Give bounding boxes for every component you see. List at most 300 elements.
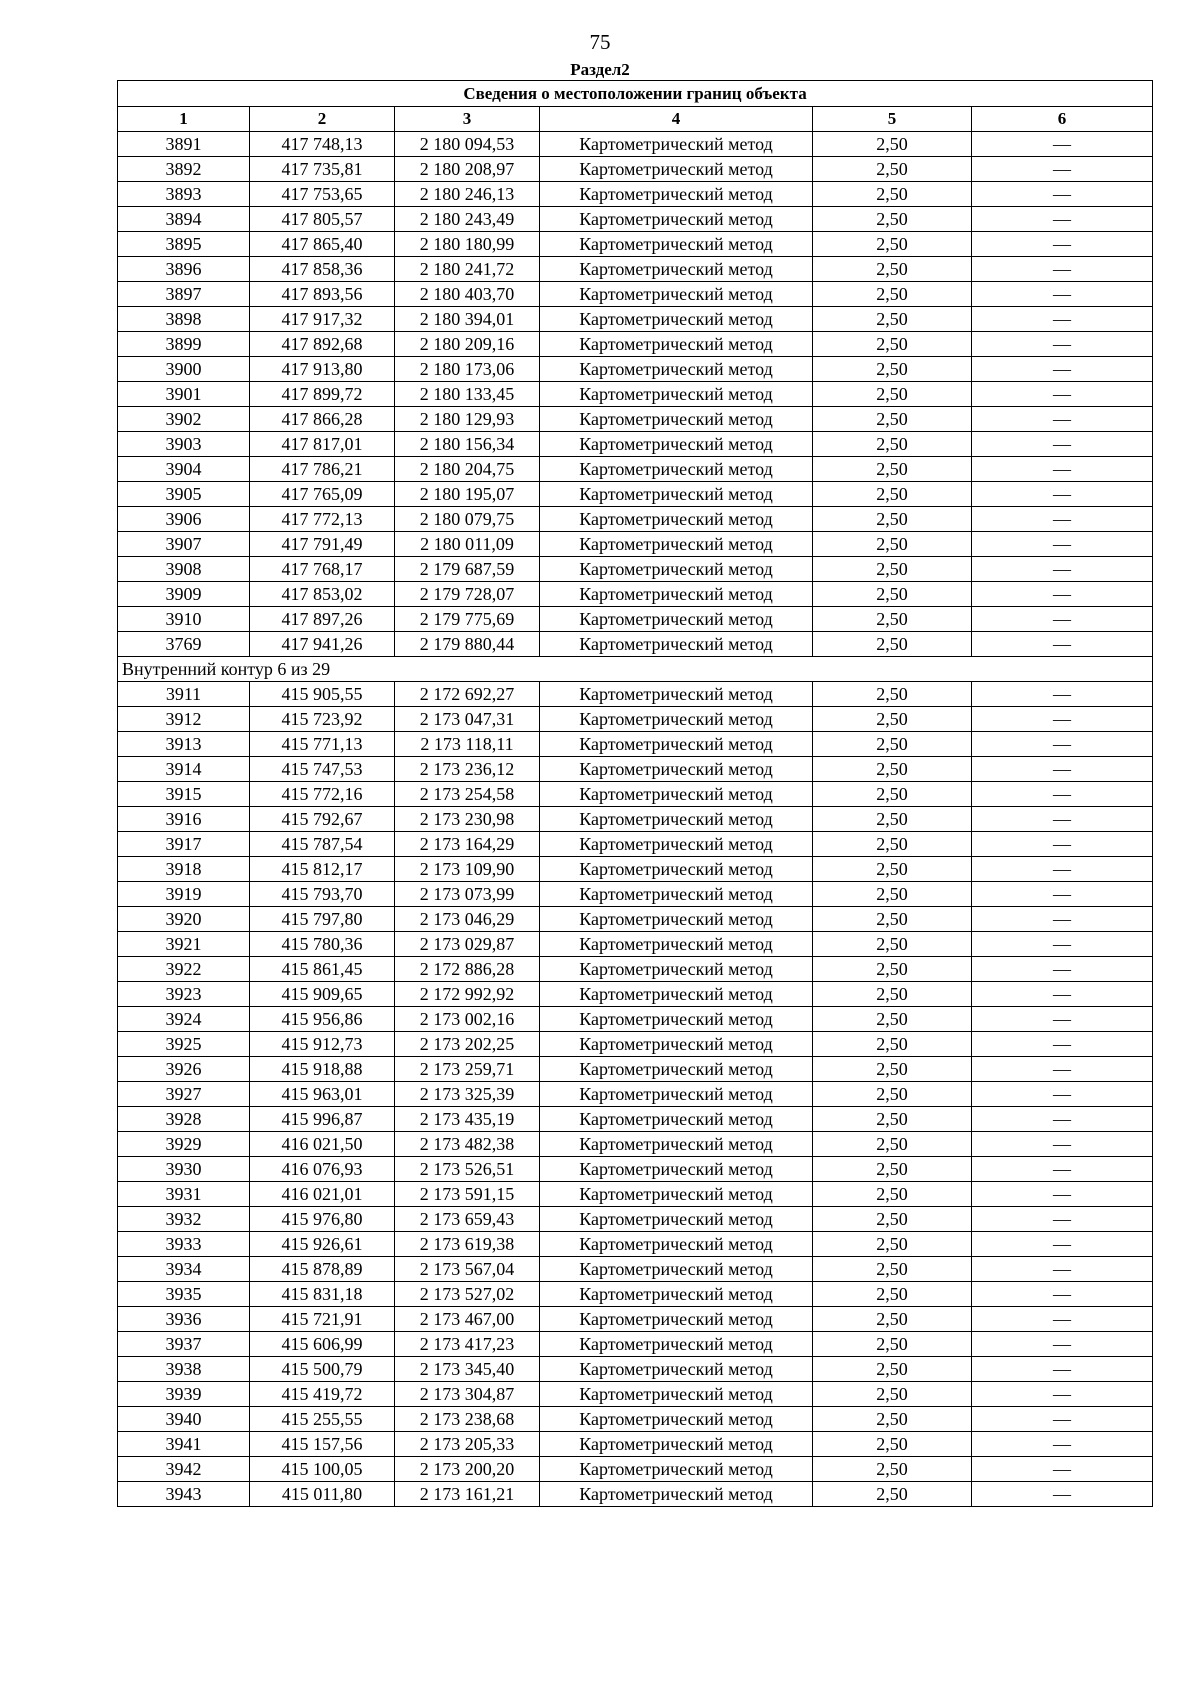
table-row <box>118 132 1153 157</box>
x-coordinate-cell: 415 747,53 <box>250 757 395 782</box>
description-cell: — <box>972 907 1153 932</box>
table-row <box>118 1382 1153 1407</box>
y-coordinate-cell: 2 179 775,69 <box>395 607 540 632</box>
y-coordinate-cell: 2 180 156,34 <box>395 432 540 457</box>
point-number-cell: 3933 <box>118 1232 250 1257</box>
description-cell: — <box>972 1182 1153 1207</box>
y-coordinate-cell: 2 173 109,90 <box>395 857 540 882</box>
method-cell: Картометрический метод <box>540 732 813 757</box>
description-cell: — <box>972 407 1153 432</box>
point-number-cell: 3896 <box>118 257 250 282</box>
description-cell: — <box>972 1357 1153 1382</box>
table-body <box>118 132 1153 1507</box>
y-coordinate-cell: 2 179 728,07 <box>395 582 540 607</box>
boundary-table <box>117 80 1153 1507</box>
y-coordinate-cell: 2 172 886,28 <box>395 957 540 982</box>
x-coordinate-cell: 415 918,88 <box>250 1057 395 1082</box>
y-coordinate-cell: 2 180 204,75 <box>395 457 540 482</box>
table-row <box>118 1057 1153 1082</box>
accuracy-cell: 2,50 <box>813 757 972 782</box>
point-number-cell: 3938 <box>118 1357 250 1382</box>
table-row <box>118 1182 1153 1207</box>
y-coordinate-cell: 2 173 482,38 <box>395 1132 540 1157</box>
table-row <box>118 907 1153 932</box>
description-cell: — <box>972 1457 1153 1482</box>
accuracy-cell: 2,50 <box>813 1357 972 1382</box>
point-number-cell: 3900 <box>118 357 250 382</box>
point-number-cell: 3908 <box>118 557 250 582</box>
y-coordinate-cell: 2 180 133,45 <box>395 382 540 407</box>
table-row <box>118 1357 1153 1382</box>
y-coordinate-cell: 2 180 209,16 <box>395 332 540 357</box>
x-coordinate-cell: 415 011,80 <box>250 1482 395 1507</box>
table-row <box>118 557 1153 582</box>
point-number-cell: 3899 <box>118 332 250 357</box>
description-cell: — <box>972 1332 1153 1357</box>
point-number-cell: 3935 <box>118 1282 250 1307</box>
table-row <box>118 507 1153 532</box>
method-cell: Картометрический метод <box>540 982 813 1007</box>
table-row <box>118 1232 1153 1257</box>
point-number-cell: 3901 <box>118 382 250 407</box>
table-row <box>118 432 1153 457</box>
y-coordinate-cell: 2 173 236,12 <box>395 757 540 782</box>
table-row <box>118 1132 1153 1157</box>
description-cell: — <box>972 457 1153 482</box>
table-row <box>118 407 1153 432</box>
x-coordinate-cell: 415 500,79 <box>250 1357 395 1382</box>
y-coordinate-cell: 2 173 200,20 <box>395 1457 540 1482</box>
point-number-cell: 3769 <box>118 632 250 657</box>
description-cell: — <box>972 1082 1153 1107</box>
table-row <box>118 1157 1153 1182</box>
point-number-cell: 3929 <box>118 1132 250 1157</box>
x-coordinate-cell: 415 996,87 <box>250 1107 395 1132</box>
contour-label: Внутренний контур 6 из 29 <box>118 657 1153 682</box>
y-coordinate-cell: 2 173 417,23 <box>395 1332 540 1357</box>
x-coordinate-cell: 415 963,01 <box>250 1082 395 1107</box>
method-cell: Картометрический метод <box>540 207 813 232</box>
point-number-cell: 3911 <box>118 682 250 707</box>
description-cell: — <box>972 1482 1153 1507</box>
accuracy-cell: 2,50 <box>813 157 972 182</box>
table-row <box>118 807 1153 832</box>
table-row <box>118 232 1153 257</box>
x-coordinate-cell: 417 786,21 <box>250 457 395 482</box>
description-cell: — <box>972 157 1153 182</box>
y-coordinate-cell: 2 173 029,87 <box>395 932 540 957</box>
point-number-cell: 3895 <box>118 232 250 257</box>
x-coordinate-cell: 417 897,26 <box>250 607 395 632</box>
table-row <box>118 532 1153 557</box>
x-coordinate-cell: 417 791,49 <box>250 532 395 557</box>
description-cell: — <box>972 257 1153 282</box>
y-coordinate-cell: 2 173 435,19 <box>395 1107 540 1132</box>
description-cell: — <box>972 632 1153 657</box>
x-coordinate-cell: 417 735,81 <box>250 157 395 182</box>
x-coordinate-cell: 417 768,17 <box>250 557 395 582</box>
accuracy-cell: 2,50 <box>813 232 972 257</box>
description-cell: — <box>972 532 1153 557</box>
x-coordinate-cell: 415 909,65 <box>250 982 395 1007</box>
accuracy-cell: 2,50 <box>813 1382 972 1407</box>
x-coordinate-cell: 416 021,50 <box>250 1132 395 1157</box>
y-coordinate-cell: 2 180 173,06 <box>395 357 540 382</box>
x-coordinate-cell: 415 787,54 <box>250 832 395 857</box>
accuracy-cell: 2,50 <box>813 132 972 157</box>
method-cell: Картометрический метод <box>540 1482 813 1507</box>
y-coordinate-cell: 2 173 259,71 <box>395 1057 540 1082</box>
x-coordinate-cell: 415 797,80 <box>250 907 395 932</box>
point-number-cell: 3914 <box>118 757 250 782</box>
method-cell: Картометрический метод <box>540 282 813 307</box>
y-coordinate-cell: 2 180 241,72 <box>395 257 540 282</box>
method-cell: Картометрический метод <box>540 907 813 932</box>
point-number-cell: 3898 <box>118 307 250 332</box>
accuracy-cell: 2,50 <box>813 357 972 382</box>
description-cell: — <box>972 332 1153 357</box>
y-coordinate-cell: 2 180 094,53 <box>395 132 540 157</box>
description-cell: — <box>972 1282 1153 1307</box>
x-coordinate-cell: 417 853,02 <box>250 582 395 607</box>
method-cell: Картометрический метод <box>540 1032 813 1057</box>
point-number-cell: 3906 <box>118 507 250 532</box>
y-coordinate-cell: 2 172 692,27 <box>395 682 540 707</box>
accuracy-cell: 2,50 <box>813 307 972 332</box>
table-row <box>118 282 1153 307</box>
method-cell: Картометрический метод <box>540 1207 813 1232</box>
method-cell: Картометрический метод <box>540 707 813 732</box>
point-number-cell: 3893 <box>118 182 250 207</box>
accuracy-cell: 2,50 <box>813 432 972 457</box>
point-number-cell: 3932 <box>118 1207 250 1232</box>
accuracy-cell: 2,50 <box>813 1232 972 1257</box>
y-coordinate-cell: 2 180 246,13 <box>395 182 540 207</box>
y-coordinate-cell: 2 173 238,68 <box>395 1407 540 1432</box>
method-cell: Картометрический метод <box>540 1182 813 1207</box>
method-cell: Картометрический метод <box>540 1282 813 1307</box>
method-cell: Картометрический метод <box>540 182 813 207</box>
accuracy-cell: 2,50 <box>813 532 972 557</box>
x-coordinate-cell: 417 917,32 <box>250 307 395 332</box>
point-number-cell: 3891 <box>118 132 250 157</box>
y-coordinate-cell: 2 173 254,58 <box>395 782 540 807</box>
accuracy-cell: 2,50 <box>813 257 972 282</box>
table-row <box>118 1032 1153 1057</box>
description-cell: — <box>972 1032 1153 1057</box>
description-cell: — <box>972 382 1153 407</box>
y-coordinate-cell: 2 173 325,39 <box>395 1082 540 1107</box>
table-row <box>118 957 1153 982</box>
column-header: 4 <box>540 107 813 132</box>
y-coordinate-cell: 2 173 161,21 <box>395 1482 540 1507</box>
y-coordinate-cell: 2 173 073,99 <box>395 882 540 907</box>
accuracy-cell: 2,50 <box>813 882 972 907</box>
point-number-cell: 3928 <box>118 1107 250 1132</box>
x-coordinate-cell: 415 812,17 <box>250 857 395 882</box>
method-cell: Картометрический метод <box>540 1457 813 1482</box>
accuracy-cell: 2,50 <box>813 957 972 982</box>
x-coordinate-cell: 415 905,55 <box>250 682 395 707</box>
accuracy-cell: 2,50 <box>813 1207 972 1232</box>
method-cell: Картометрический метод <box>540 932 813 957</box>
method-cell: Картометрический метод <box>540 607 813 632</box>
table-row <box>118 707 1153 732</box>
method-cell: Картометрический метод <box>540 407 813 432</box>
x-coordinate-cell: 416 021,01 <box>250 1182 395 1207</box>
table-row <box>118 257 1153 282</box>
accuracy-cell: 2,50 <box>813 407 972 432</box>
accuracy-cell: 2,50 <box>813 382 972 407</box>
table-row <box>118 332 1153 357</box>
description-cell: — <box>972 357 1153 382</box>
table-row <box>118 1007 1153 1032</box>
accuracy-cell: 2,50 <box>813 557 972 582</box>
x-coordinate-cell: 417 865,40 <box>250 232 395 257</box>
y-coordinate-cell: 2 180 208,97 <box>395 157 540 182</box>
description-cell: — <box>972 932 1153 957</box>
x-coordinate-cell: 415 926,61 <box>250 1232 395 1257</box>
accuracy-cell: 2,50 <box>813 857 972 882</box>
x-coordinate-cell: 415 721,91 <box>250 1307 395 1332</box>
section-title: Раздел2 <box>570 60 630 79</box>
accuracy-cell: 2,50 <box>813 682 972 707</box>
method-cell: Картометрический метод <box>540 1107 813 1132</box>
y-coordinate-cell: 2 180 079,75 <box>395 507 540 532</box>
table-row <box>118 457 1153 482</box>
accuracy-cell: 2,50 <box>813 932 972 957</box>
y-coordinate-cell: 2 173 467,00 <box>395 1307 540 1332</box>
method-cell: Картометрический метод <box>540 1357 813 1382</box>
method-cell: Картометрический метод <box>540 807 813 832</box>
accuracy-cell: 2,50 <box>813 1157 972 1182</box>
table-row <box>118 857 1153 882</box>
method-cell: Картометрический метод <box>540 257 813 282</box>
accuracy-cell: 2,50 <box>813 632 972 657</box>
point-number-cell: 3904 <box>118 457 250 482</box>
method-cell: Картометрический метод <box>540 332 813 357</box>
method-cell: Картометрический метод <box>540 307 813 332</box>
method-cell: Картометрический метод <box>540 1132 813 1157</box>
point-number-cell: 3897 <box>118 282 250 307</box>
y-coordinate-cell: 2 180 180,99 <box>395 232 540 257</box>
x-coordinate-cell: 415 606,99 <box>250 1332 395 1357</box>
point-number-cell: 3936 <box>118 1307 250 1332</box>
accuracy-cell: 2,50 <box>813 732 972 757</box>
accuracy-cell: 2,50 <box>813 1082 972 1107</box>
table-row <box>118 1257 1153 1282</box>
method-cell: Картометрический метод <box>540 857 813 882</box>
x-coordinate-cell: 415 255,55 <box>250 1407 395 1432</box>
x-coordinate-cell: 415 956,86 <box>250 1007 395 1032</box>
description-cell: — <box>972 582 1153 607</box>
method-cell: Картометрический метод <box>540 582 813 607</box>
method-cell: Картометрический метод <box>540 1257 813 1282</box>
method-cell: Картометрический метод <box>540 957 813 982</box>
x-coordinate-cell: 415 793,70 <box>250 882 395 907</box>
point-number-cell: 3934 <box>118 1257 250 1282</box>
table-row <box>118 1207 1153 1232</box>
method-cell: Картометрический метод <box>540 1232 813 1257</box>
y-coordinate-cell: 2 173 659,43 <box>395 1207 540 1232</box>
table-row <box>118 757 1153 782</box>
method-cell: Картометрический метод <box>540 157 813 182</box>
point-number-cell: 3923 <box>118 982 250 1007</box>
table-row <box>118 832 1153 857</box>
accuracy-cell: 2,50 <box>813 1132 972 1157</box>
accuracy-cell: 2,50 <box>813 1057 972 1082</box>
point-number-cell: 3941 <box>118 1432 250 1457</box>
accuracy-cell: 2,50 <box>813 282 972 307</box>
point-number-cell: 3926 <box>118 1057 250 1082</box>
table-row <box>118 207 1153 232</box>
accuracy-cell: 2,50 <box>813 707 972 732</box>
description-cell: — <box>972 207 1153 232</box>
point-number-cell: 3921 <box>118 932 250 957</box>
point-number-cell: 3894 <box>118 207 250 232</box>
description-cell: — <box>972 557 1153 582</box>
x-coordinate-cell: 417 866,28 <box>250 407 395 432</box>
y-coordinate-cell: 2 180 403,70 <box>395 282 540 307</box>
y-coordinate-cell: 2 180 129,93 <box>395 407 540 432</box>
y-coordinate-cell: 2 173 304,87 <box>395 1382 540 1407</box>
table-row <box>118 1432 1153 1457</box>
accuracy-cell: 2,50 <box>813 1282 972 1307</box>
description-cell: — <box>972 882 1153 907</box>
accuracy-cell: 2,50 <box>813 832 972 857</box>
x-coordinate-cell: 415 723,92 <box>250 707 395 732</box>
y-coordinate-cell: 2 179 880,44 <box>395 632 540 657</box>
accuracy-cell: 2,50 <box>813 1107 972 1132</box>
accuracy-cell: 2,50 <box>813 1482 972 1507</box>
column-header-row <box>118 107 1153 132</box>
table-caption-row <box>118 81 1153 107</box>
table-row <box>118 482 1153 507</box>
description-cell: — <box>972 682 1153 707</box>
y-coordinate-cell: 2 179 687,59 <box>395 557 540 582</box>
table-row <box>118 882 1153 907</box>
accuracy-cell: 2,50 <box>813 182 972 207</box>
description-cell: — <box>972 982 1153 1007</box>
table-row <box>118 157 1153 182</box>
y-coordinate-cell: 2 172 992,92 <box>395 982 540 1007</box>
table-row <box>118 1107 1153 1132</box>
y-coordinate-cell: 2 180 011,09 <box>395 532 540 557</box>
method-cell: Картометрический метод <box>540 1057 813 1082</box>
point-number-cell: 3910 <box>118 607 250 632</box>
method-cell: Картометрический метод <box>540 507 813 532</box>
y-coordinate-cell: 2 173 567,04 <box>395 1257 540 1282</box>
table-row <box>118 1457 1153 1482</box>
x-coordinate-cell: 415 912,73 <box>250 1032 395 1057</box>
point-number-cell: 3937 <box>118 1332 250 1357</box>
accuracy-cell: 2,50 <box>813 482 972 507</box>
description-cell: — <box>972 1107 1153 1132</box>
table-row <box>118 1282 1153 1307</box>
method-cell: Картометрический метод <box>540 1082 813 1107</box>
y-coordinate-cell: 2 173 527,02 <box>395 1282 540 1307</box>
method-cell: Картометрический метод <box>540 1157 813 1182</box>
x-coordinate-cell: 417 893,56 <box>250 282 395 307</box>
x-coordinate-cell: 417 941,26 <box>250 632 395 657</box>
accuracy-cell: 2,50 <box>813 1332 972 1357</box>
description-cell: — <box>972 182 1153 207</box>
table-row <box>118 632 1153 657</box>
method-cell: Картометрический метод <box>540 782 813 807</box>
point-number-cell: 3916 <box>118 807 250 832</box>
method-cell: Картометрический метод <box>540 832 813 857</box>
point-number-cell: 3920 <box>118 907 250 932</box>
description-cell: — <box>972 1307 1153 1332</box>
x-coordinate-cell: 415 772,16 <box>250 782 395 807</box>
y-coordinate-cell: 2 173 202,25 <box>395 1032 540 1057</box>
method-cell: Картометрический метод <box>540 1307 813 1332</box>
accuracy-cell: 2,50 <box>813 332 972 357</box>
table-row <box>118 382 1153 407</box>
description-cell: — <box>972 1007 1153 1032</box>
x-coordinate-cell: 415 831,18 <box>250 1282 395 1307</box>
description-cell: — <box>972 707 1153 732</box>
method-cell: Картометрический метод <box>540 757 813 782</box>
point-number-cell: 3927 <box>118 1082 250 1107</box>
description-cell: — <box>972 782 1153 807</box>
y-coordinate-cell: 2 173 345,40 <box>395 1357 540 1382</box>
accuracy-cell: 2,50 <box>813 457 972 482</box>
x-coordinate-cell: 417 858,36 <box>250 257 395 282</box>
method-cell: Картометрический метод <box>540 632 813 657</box>
description-cell: — <box>972 1157 1153 1182</box>
point-number-cell: 3902 <box>118 407 250 432</box>
method-cell: Картометрический метод <box>540 1432 813 1457</box>
description-cell: — <box>972 757 1153 782</box>
column-header: 6 <box>972 107 1153 132</box>
point-number-cell: 3905 <box>118 482 250 507</box>
x-coordinate-cell: 415 792,67 <box>250 807 395 832</box>
x-coordinate-cell: 417 805,57 <box>250 207 395 232</box>
accuracy-cell: 2,50 <box>813 1307 972 1332</box>
table-row <box>118 932 1153 957</box>
accuracy-cell: 2,50 <box>813 507 972 532</box>
y-coordinate-cell: 2 180 195,07 <box>395 482 540 507</box>
x-coordinate-cell: 415 100,05 <box>250 1457 395 1482</box>
x-coordinate-cell: 417 748,13 <box>250 132 395 157</box>
accuracy-cell: 2,50 <box>813 782 972 807</box>
method-cell: Картометрический метод <box>540 432 813 457</box>
accuracy-cell: 2,50 <box>813 1032 972 1057</box>
method-cell: Картометрический метод <box>540 1407 813 1432</box>
description-cell: — <box>972 607 1153 632</box>
description-cell: — <box>972 1382 1153 1407</box>
contour-label-row <box>118 657 1153 682</box>
y-coordinate-cell: 2 180 394,01 <box>395 307 540 332</box>
y-coordinate-cell: 2 180 243,49 <box>395 207 540 232</box>
method-cell: Картометрический метод <box>540 1382 813 1407</box>
page-number: 75 <box>589 30 611 54</box>
point-number-cell: 3939 <box>118 1382 250 1407</box>
table-row <box>118 982 1153 1007</box>
x-coordinate-cell: 415 861,45 <box>250 957 395 982</box>
x-coordinate-cell: 417 913,80 <box>250 357 395 382</box>
accuracy-cell: 2,50 <box>813 582 972 607</box>
x-coordinate-cell: 417 892,68 <box>250 332 395 357</box>
x-coordinate-cell: 415 419,72 <box>250 1382 395 1407</box>
description-cell: — <box>972 307 1153 332</box>
y-coordinate-cell: 2 173 047,31 <box>395 707 540 732</box>
method-cell: Картометрический метод <box>540 457 813 482</box>
accuracy-cell: 2,50 <box>813 207 972 232</box>
table-row <box>118 1082 1153 1107</box>
table-row <box>118 182 1153 207</box>
